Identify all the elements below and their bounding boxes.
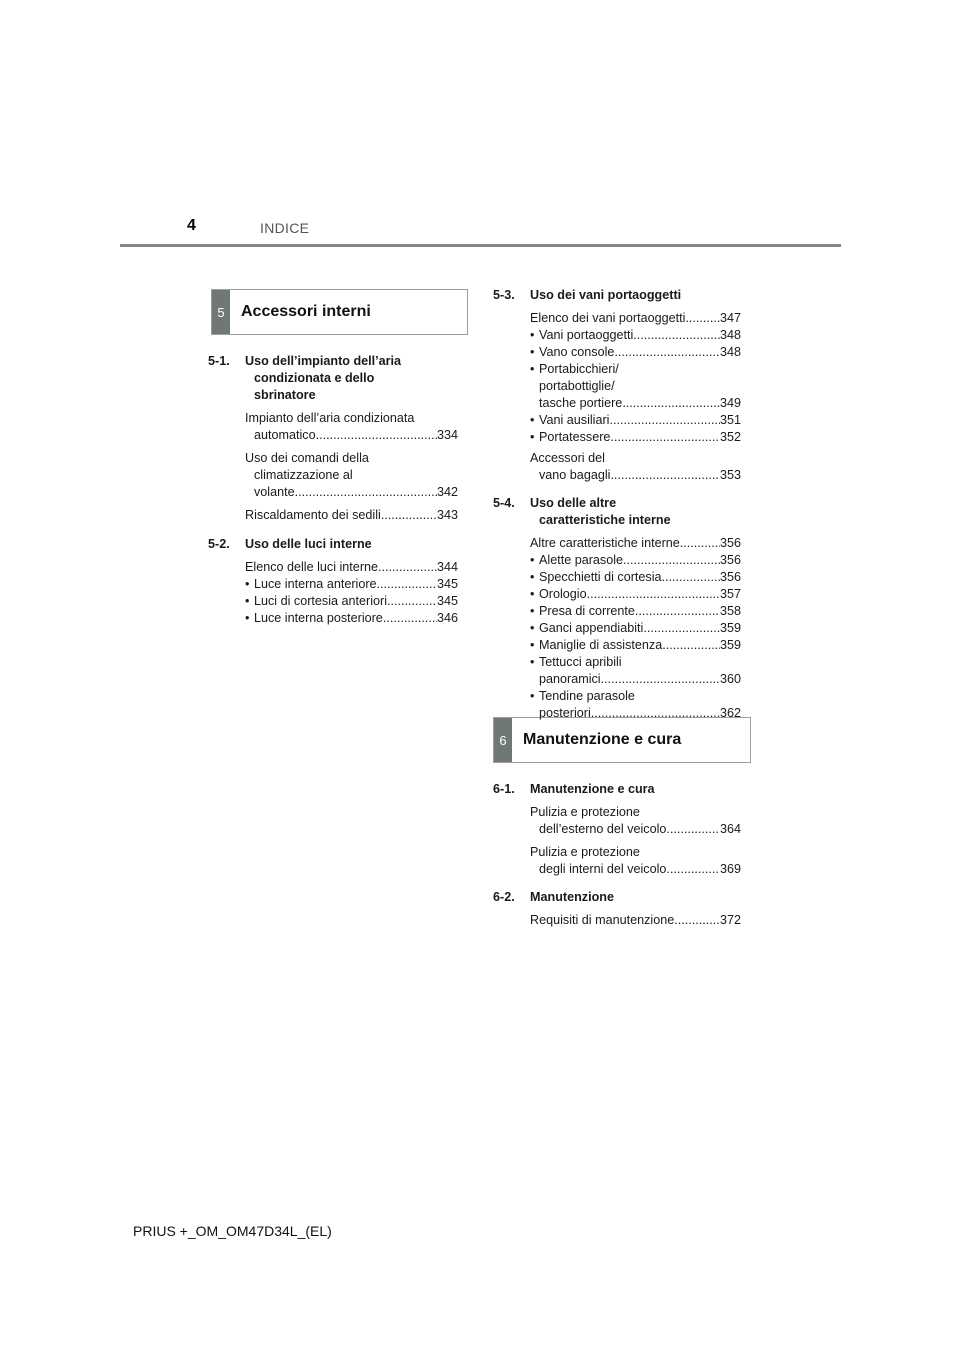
toc-subentry[interactable]: • Alette parasole ..... 356 — [493, 552, 741, 569]
page-number: 4 — [187, 217, 196, 234]
toc-entry[interactable]: Elenco dei vani portaoggetti ..... 347 — [493, 310, 741, 327]
toc-right-column — [493, 287, 741, 729]
header-title: INDICE — [260, 220, 310, 236]
section-tab-6: 6 — [494, 718, 512, 762]
toc-chapter-6-2[interactable]: 6-2. Manutenzione — [493, 890, 614, 904]
toc-chapter-5-1[interactable]: 5-1. Uso dell’impianto dell’aria condizionata e dello sbrinatore — [208, 354, 402, 402]
section-title-6: Manutenzione e cura — [523, 731, 682, 748]
toc-entry[interactable]: Impianto dell’aria condizionata automatico ..... 334 — [208, 410, 458, 444]
toc-subentry[interactable]: • Luci di cortesia anteriori ..... 345 — [208, 593, 458, 610]
toc-subentry[interactable]: • Portabicchieri/ portabottiglie/ tasche portiere ..... 349 — [493, 361, 741, 412]
toc-chapter-5-3[interactable]: 5-3. Uso dei vani portaoggetti — [493, 288, 682, 302]
toc-chapter-5-4[interactable]: 5-4. Uso delle altre caratteristiche interne — [493, 496, 671, 527]
toc-chapter-6-1[interactable]: 6-1. Manutenzione e cura — [493, 782, 655, 796]
toc-entry[interactable]: Accessori del vano bagagli ..... 353 — [493, 450, 741, 484]
section-header-5 — [211, 289, 468, 335]
section-tab-5: 5 — [212, 290, 230, 334]
toc-subentry[interactable]: • Vano console ..... 348 — [493, 344, 741, 361]
toc-subentry[interactable]: • Specchietti di cortesia ..... 356 — [493, 569, 741, 586]
toc-entry[interactable]: Requisiti di manutenzione ..... 372 — [493, 912, 741, 929]
section-title-5: Accessori interni — [241, 303, 371, 320]
toc-subentry[interactable]: • Luce interna anteriore ..... 345 — [208, 576, 458, 593]
toc-right-column-section-6 — [493, 781, 741, 936]
toc-entry[interactable]: Elenco delle luci interne ..... 344 — [208, 559, 458, 576]
toc-subentry[interactable]: • Luce interna posteriore ..... 346 — [208, 610, 458, 627]
toc-subentry[interactable]: • Maniglie di assistenza ..... 359 — [493, 637, 741, 654]
footer-document-code: PRIUS +_OM_OM47D34L_(EL) — [133, 1223, 332, 1239]
toc-subentry[interactable]: • Tendine parasole posteriori ..... 362 — [493, 688, 741, 722]
toc-subentry[interactable]: • Presa di corrente ..... 358 — [493, 603, 741, 620]
toc-entry[interactable]: Riscaldamento dei sedili ..... 343 — [208, 507, 458, 524]
toc-entry[interactable]: Altre caratteristiche interne ..... 356 — [493, 535, 741, 552]
toc-entry[interactable]: Pulizia e protezione degli interni del veicolo ..... 369 — [493, 844, 741, 878]
toc-left-column — [208, 353, 458, 634]
toc-entry[interactable]: Pulizia e protezione dell’esterno del veicolo ..... 364 — [493, 804, 741, 838]
page-header — [0, 0, 960, 250]
toc-subentry[interactable]: • Tettucci apribili panoramici ..... 360 — [493, 654, 741, 688]
toc-subentry[interactable]: • Vani portaoggetti ..... 348 — [493, 327, 741, 344]
header-divider — [120, 244, 841, 247]
toc-entry[interactable]: Uso dei comandi della climatizzazione al volante ..... 342 — [208, 450, 458, 501]
toc-chapter-5-2[interactable]: 5-2. Uso delle luci interne — [208, 537, 372, 551]
toc-subentry[interactable]: • Orologio ..... 357 — [493, 586, 741, 603]
toc-subentry[interactable]: • Portatessere ..... 352 — [493, 429, 741, 446]
toc-subentry[interactable]: • Vani ausiliari ..... 351 — [493, 412, 741, 429]
toc-subentry[interactable]: • Ganci appendiabiti ..... 359 — [493, 620, 741, 637]
